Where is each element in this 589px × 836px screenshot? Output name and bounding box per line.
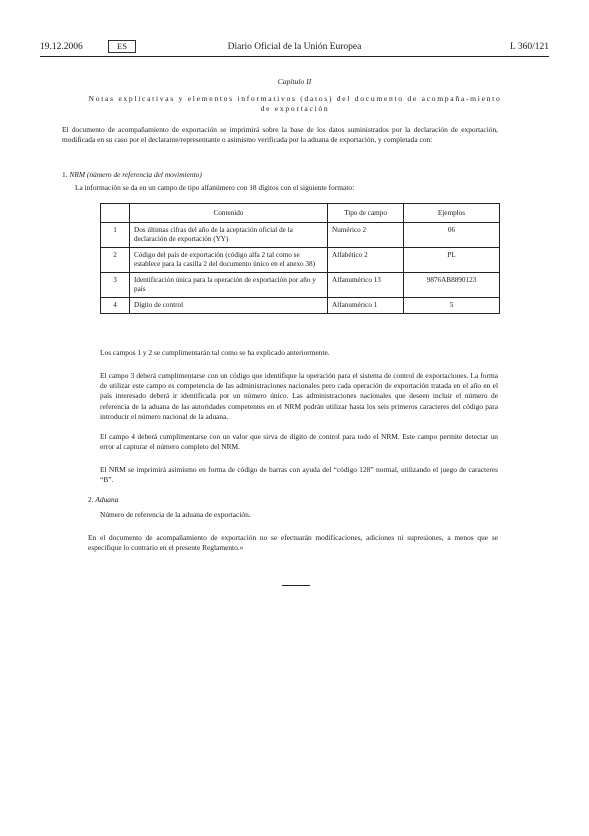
section1-text: La información se da en un campo de tipo alfanúmero con 18 dígitos con el siguiente formato: xyxy=(75,183,355,192)
col-header-num xyxy=(101,204,130,223)
row-example: 9876AB8890123 xyxy=(404,273,500,298)
paragraph-barcode: El NRM se imprimirá asimismo en forma de código de barras con ayuda del “código 128” normal, utilizando el juego de caracteres “B”. xyxy=(100,465,498,485)
col-header-examples: Ejemplos xyxy=(404,204,500,223)
row-type: Alfanumérico 13 xyxy=(328,273,404,298)
paragraph-field-3: El campo 3 deberá cumplimentarse con un código que identifique la operación para el sistema de control de exportaciones. La forma de utilizar este campo es competencia de las administraciones nacionales pero cada operación de exportación tratada en el año en el país interesado deberá ir identificada por un número único. Las administraciones nacionales que deseen incluir el número de referencia de la aduana de las autoridades competentes en el NRM podrán utilizar hasta los seis primeros caracteres del código para introducir el número nacional de la aduana. xyxy=(100,371,498,421)
table-row xyxy=(101,248,500,273)
row-number: 3 xyxy=(101,273,130,298)
row-type: Numérico 2 xyxy=(328,223,404,248)
row-content: Dígito de control xyxy=(130,298,328,314)
row-content: Identificación única para la operación de exportación por año y país xyxy=(130,273,328,298)
section2-text: Número de referencia de la aduana de exportación. xyxy=(100,510,251,519)
row-number: 2 xyxy=(101,248,130,273)
row-example: 5 xyxy=(404,298,500,314)
row-example: 06 xyxy=(404,223,500,248)
table-row xyxy=(101,223,500,248)
row-content: Dos últimas cifras del año de la aceptación oficial de la declaración de exportación (YY) xyxy=(130,223,328,248)
section2-title: Aduana xyxy=(95,495,119,504)
row-type: Alfabético 2 xyxy=(328,248,404,273)
col-header-content: Contenido xyxy=(130,204,328,223)
table-row xyxy=(101,298,500,314)
section1-title: NRM (número de referencia del movimiento) xyxy=(69,170,202,179)
intro-paragraph: El documento de acompañamiento de exportación se imprimirá sobre la base de los datos suministrados por la declaración de exportación, modificada en su caso por el declarante/representante o asimismo verificada por la aduana de exportación, y completada con: xyxy=(62,125,498,145)
page-reference: L 360/121 xyxy=(510,42,549,52)
row-number: 1 xyxy=(101,223,130,248)
table-header-row xyxy=(101,204,500,223)
table-row xyxy=(101,273,500,298)
row-type: Alfanumérico 1 xyxy=(328,298,404,314)
section1-heading xyxy=(62,170,202,179)
row-number: 4 xyxy=(101,298,130,314)
language-box: ES xyxy=(108,40,136,53)
end-divider xyxy=(282,585,310,586)
header-date: 19.12.2006 xyxy=(40,42,83,52)
nrm-format-table xyxy=(100,203,500,314)
section1-number: 1. xyxy=(62,170,68,179)
journal-title: Diario Oficial de la Unión Europea xyxy=(227,42,362,52)
header-divider xyxy=(40,56,549,57)
row-example: PL xyxy=(404,248,500,273)
section2-number: 2. xyxy=(88,495,94,504)
row-content: Código del país de exportación (código alfa 2 tal como se establece para la casilla 2 del documento único en el anexo 38) xyxy=(130,248,328,273)
col-header-type: Tipo de campo xyxy=(328,204,404,223)
section-title: Notas explicativas y elementos informativos (datos) del documento de acompaña-miento de exportación xyxy=(88,94,502,113)
paragraph-fields-1-2: Los campos 1 y 2 se cumplimentarán tal como se ha explicado anteriormente. xyxy=(100,348,330,357)
chapter-title: Capítulo II xyxy=(277,77,312,86)
section2-heading xyxy=(88,495,118,504)
paragraph-field-4: El campo 4 deberá cumplimentarse con un valor que sirva de dígito de control para todo el NRM. Este campo permite detectar un error al capturar el número completo del NRM. xyxy=(100,432,498,452)
closing-paragraph: En el documento de acompañamiento de exportación no se efectuarán modificaciones, adiciones ni supresiones, a menos que se especifique lo contrario en el presente Reglamento.» xyxy=(88,533,498,553)
